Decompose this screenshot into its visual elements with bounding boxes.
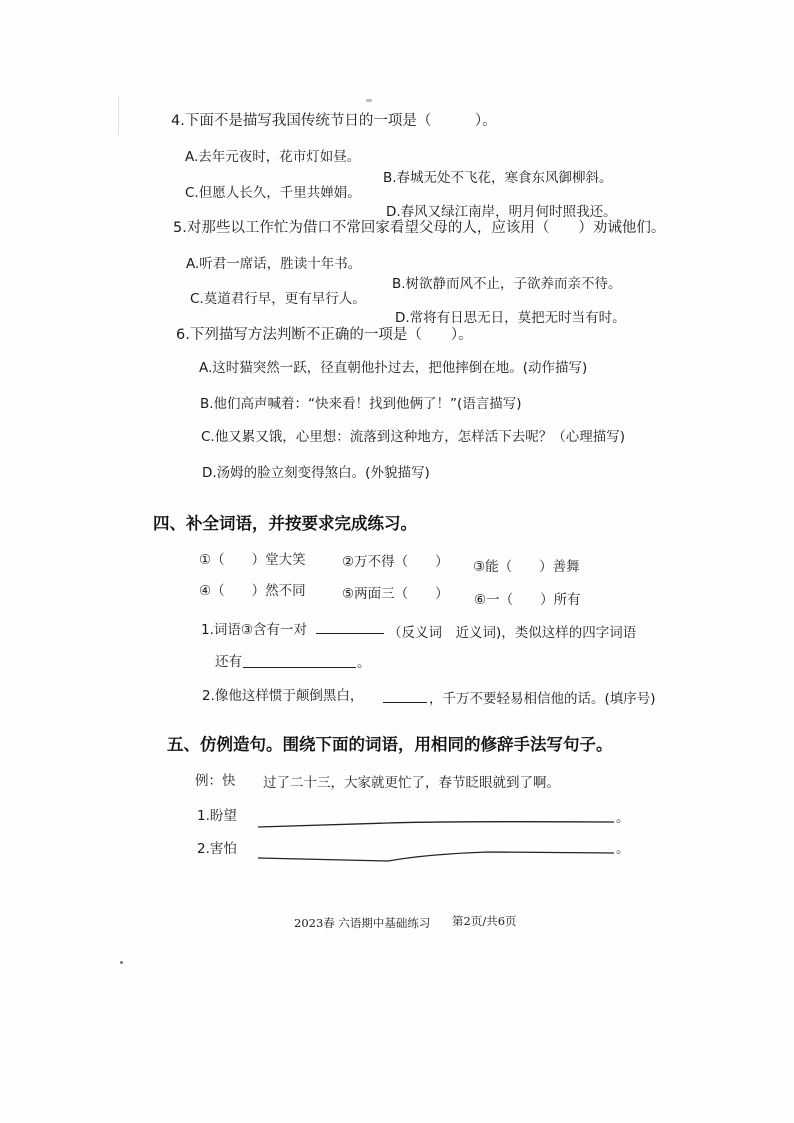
example-label: 例：快 <box>195 773 236 789</box>
q4-option-a: A.去年元夜时，花市灯如昼。 <box>185 149 361 165</box>
word-item-4: ④（ ）然不同 <box>199 583 306 599</box>
footer-page-number: 第2页/共6页 <box>452 914 517 928</box>
footer-title: 2023春 六语期中基础练习 <box>294 916 431 930</box>
word-item-1: ①（ ）堂大笑 <box>199 552 306 568</box>
q5-stem: 5.对那些以工作忙为借口不常回家看望父母的人，应该用（ ）劝诫他们。 <box>173 220 666 236</box>
q6-option-a: A.这时猫突然一跃，径直朝他扑过去，把他摔倒在地。(动作描写) <box>199 360 588 376</box>
answer-line-2[interactable] <box>258 843 618 865</box>
q4-option-b: B.春城无处不飞花，寒食东风御柳斜。 <box>383 170 613 186</box>
exercise1-blank-2[interactable] <box>243 667 356 668</box>
q5-option-b: B.树欲静而风不止，子欲养而亲不待。 <box>392 276 622 292</box>
exercise1-period: 。 <box>357 655 371 671</box>
scan-dot <box>120 961 123 964</box>
scan-edge-line <box>118 95 119 135</box>
exercise1-text-c: 还有 <box>215 654 242 670</box>
section4-title: 四、补全词语，并按要求完成练习。 <box>153 514 417 533</box>
q6-option-c: C.他又累又饿，心里想：流落到这种地方，怎样活下去呢？（心理描写) <box>201 429 625 445</box>
word-item-5: ⑤两面三（ ） <box>342 586 449 602</box>
exercise2-text-b: ，千万不要轻易相信他的话。(填序号) <box>429 691 656 707</box>
exercise1-blank-1[interactable] <box>316 633 384 634</box>
word-item-3: ③能（ ）善舞 <box>473 559 580 575</box>
q5-option-d: D.常将有日思无日，莫把无时当有时。 <box>395 310 626 326</box>
word-item-6: ⑥一（ ）所有 <box>474 592 581 608</box>
imitate-item-1: 1.盼望 <box>197 808 237 824</box>
answer-line-1[interactable] <box>258 812 618 832</box>
q4-option-c: C.但愿人长久，千里共婵娟。 <box>185 185 361 201</box>
q4-stem: 4.下面不是描写我国传统节日的一项是（ ）。 <box>171 113 497 129</box>
q5-option-c: C.莫道君行早，更有早行人。 <box>190 291 366 307</box>
q6-option-d: D.汤姆的脸立刻变得煞白。(外貌描写) <box>202 465 430 481</box>
exercise1-text-a: 1.词语③含有一对 <box>201 622 307 638</box>
word-item-2: ②万不得（ ） <box>342 554 449 570</box>
section5-title: 五、仿例造句。围绕下面的词语，用相同的修辞手法写句子。 <box>167 735 613 754</box>
exercise2-blank[interactable] <box>383 702 427 703</box>
q6-option-b: B.他们高声喊着：“快来看！找到他俩了！”(语言描写) <box>200 396 522 412</box>
q4-option-d: D.春风又绿江南岸，明月何时照我还。 <box>386 204 617 220</box>
imitate-item-2: 2.害怕 <box>197 841 237 857</box>
q5-option-a: A.听君一席话，胜读十年书。 <box>186 256 362 272</box>
q6-stem: 6.下列描写方法判断不正确的一项是（ ）。 <box>176 327 473 343</box>
example-sentence: 过了二十三，大家就更忙了，春节眨眼就到了啊。 <box>263 775 560 791</box>
answer-1-period: 。 <box>616 810 630 826</box>
exercise2-text-a: 2.像他这样惯于颠倒黑白， <box>202 688 364 704</box>
scan-artifact <box>366 99 372 102</box>
answer-2-period: 。 <box>616 841 630 857</box>
exercise1-text-b: （反义词 近义词)，类似这样的四字词语 <box>388 625 637 641</box>
